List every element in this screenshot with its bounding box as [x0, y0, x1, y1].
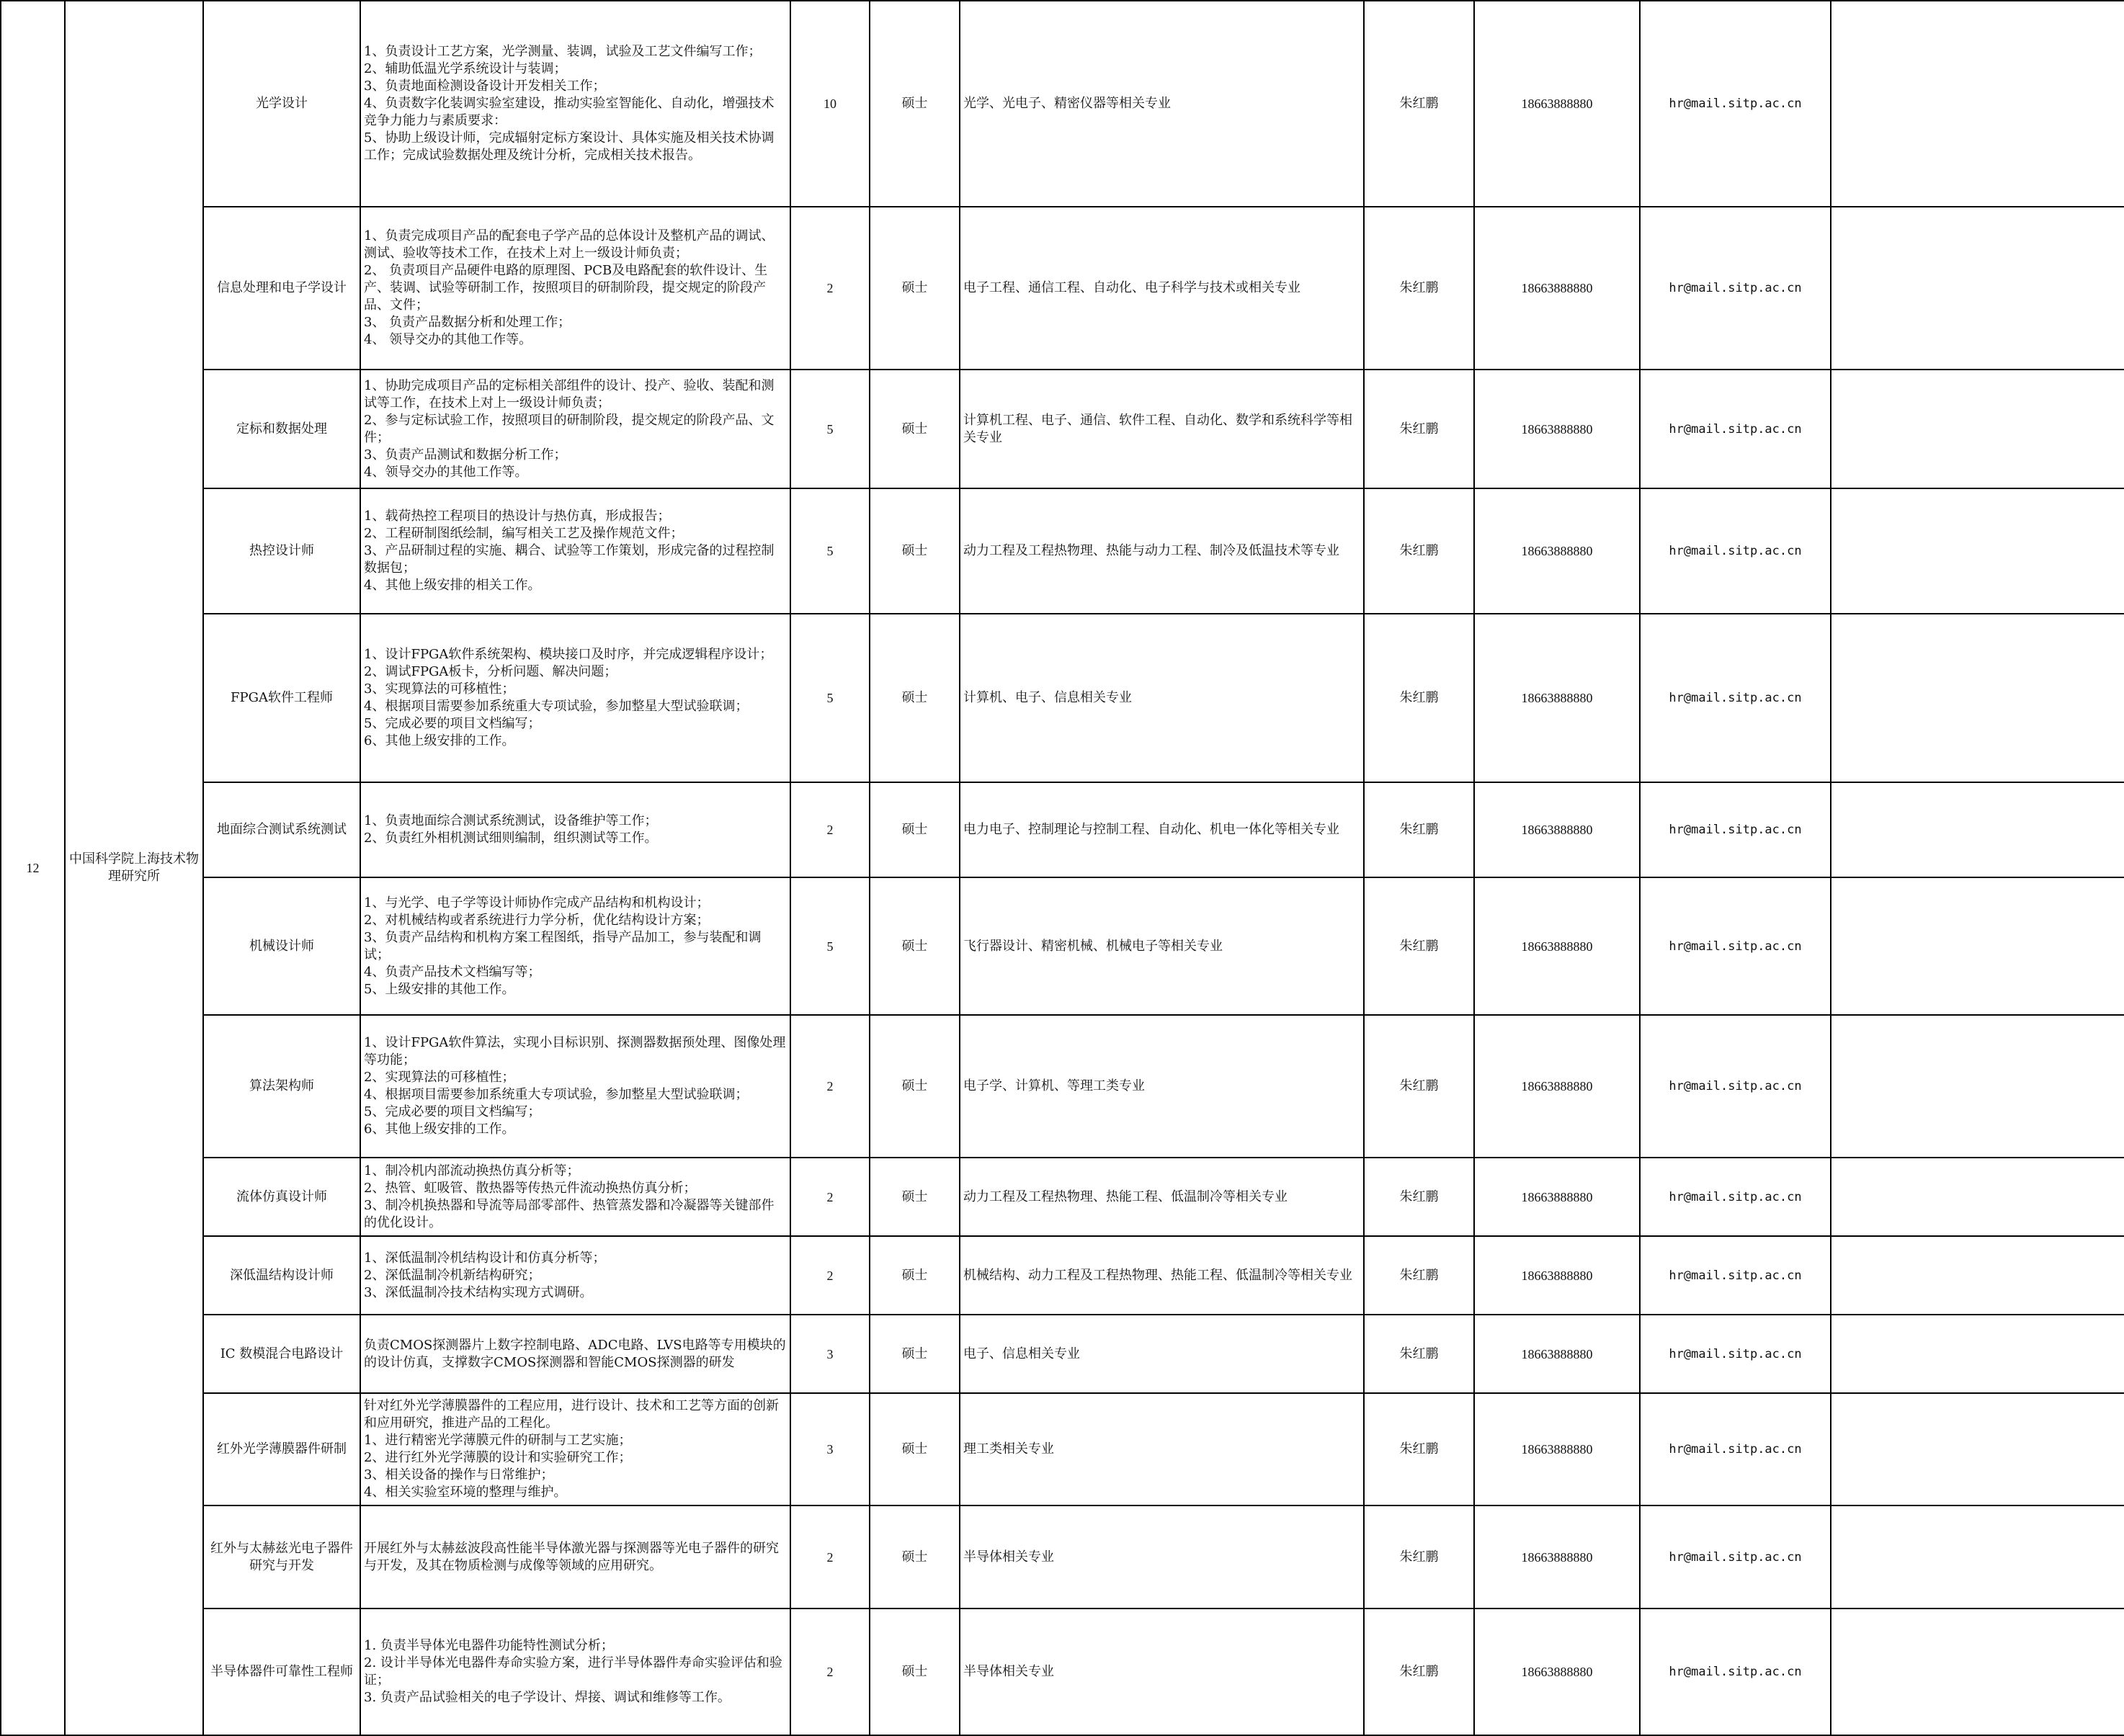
- major-requirement: 电子、信息相关专业: [960, 1315, 1364, 1393]
- duty-line: 3、相关设备的操作与日常维护；: [364, 1467, 554, 1482]
- table-row: [1, 207, 2124, 370]
- contact-phone: 18663888880: [1474, 1315, 1640, 1393]
- job-duties: [360, 1315, 790, 1393]
- duty-line: 2、 负责项目产品硬件电路的原理图、PCB及电路配套的软件设计、生产、装调、试验等研制工作，按照项目的研制阶段，提交规定的阶段产品、文件；: [364, 263, 768, 313]
- degree: 硕士: [870, 1236, 960, 1315]
- duty-line: 3、制冷机换热器和导流等局部零部件、热管蒸发器和冷凝器等关键部件的优化设计。: [364, 1197, 775, 1230]
- table-row: [1, 1609, 2124, 1735]
- major-requirement: 机械结构、动力工程及工程热物理、热能工程、低温制冷等相关专业: [960, 1236, 1364, 1315]
- job-duties: [360, 782, 790, 877]
- table-row: [1, 1505, 2124, 1609]
- degree: 硕士: [870, 1315, 960, 1393]
- duty-line: 2、参与定标试验工作，按照项目的研制阶段，提交规定的阶段产品、文件；: [364, 412, 775, 445]
- duty-line: 1、负责完成项目产品的配套电子学产品的总体设计及整机产品的调试、测试、验收等技术工作，在技术上对上一级设计师负责；: [364, 228, 775, 261]
- duty-line: 2、热管、虹吸管、散热器等传热元件流动换热仿真分析；: [364, 1180, 697, 1196]
- contact-phone: 18663888880: [1474, 370, 1640, 488]
- contact-phone: 18663888880: [1474, 877, 1640, 1015]
- contact-email: hr@mail.sitp.ac.cn: [1640, 370, 1831, 488]
- degree: 硕士: [870, 614, 960, 782]
- duty-line: 2、实现算法的可移植性；: [364, 1070, 515, 1085]
- degree: 硕士: [870, 1505, 960, 1609]
- contact-email: hr@mail.sitp.ac.cn: [1640, 1015, 1831, 1158]
- job-title: 定标和数据处理: [203, 370, 360, 488]
- remark: [1831, 1015, 2124, 1158]
- remark: [1831, 782, 2124, 877]
- job-duties: [360, 1393, 790, 1505]
- remark: [1831, 370, 2124, 488]
- duty-line: 2、对机械结构或者系统进行力学分析，优化结构设计方案；: [364, 912, 710, 928]
- headcount: 3: [790, 1393, 870, 1505]
- job-title: 地面综合测试系统测试: [203, 782, 360, 877]
- job-title: FPGA软件工程师: [203, 614, 360, 782]
- duty-line: 3、深低温制冷技术结构实现方式调研。: [364, 1284, 593, 1300]
- contact-person: 朱红鹏: [1364, 877, 1474, 1015]
- duty-line: 1、载荷热控工程项目的热设计与热仿真，形成报告；: [364, 509, 671, 524]
- contact-person: 朱红鹏: [1364, 370, 1474, 488]
- headcount: 2: [790, 1609, 870, 1735]
- contact-person: 朱红鹏: [1364, 1158, 1474, 1236]
- job-title: 机械设计师: [203, 877, 360, 1015]
- major-requirement: 电子工程、通信工程、自动化、电子科学与技术或相关专业: [960, 207, 1364, 370]
- contact-person: 朱红鹏: [1364, 782, 1474, 877]
- duty-line: 1、负责设计工艺方案，光学测量、装调，试验及工艺文件编写工作；: [364, 44, 762, 59]
- contact-phone: 18663888880: [1474, 614, 1640, 782]
- duty-line: 6、其他上级安排的工作。: [364, 733, 515, 748]
- job-duties: [360, 1505, 790, 1609]
- contact-phone: 18663888880: [1474, 1015, 1640, 1158]
- major-requirement: 半导体相关专业: [960, 1609, 1364, 1735]
- major-requirement: 动力工程及工程热物理、热能与动力工程、制冷及低温技术等专业: [960, 488, 1364, 614]
- contact-email: hr@mail.sitp.ac.cn: [1640, 1393, 1831, 1505]
- remark: [1831, 1236, 2124, 1315]
- contact-phone: 18663888880: [1474, 207, 1640, 370]
- headcount: 2: [790, 1236, 870, 1315]
- job-title: 流体仿真设计师: [203, 1158, 360, 1236]
- job-duties: [360, 1158, 790, 1236]
- headcount: 5: [790, 877, 870, 1015]
- remark: [1831, 877, 2124, 1015]
- duty-line: 5、完成必要的项目文档编写；: [364, 1104, 541, 1119]
- duty-line: 1、负责地面综合测试系统测试，设备维护等工作；: [364, 813, 658, 828]
- degree: 硕士: [870, 1158, 960, 1236]
- institution-name: 中国科学院上海技术物理研究所: [65, 1, 203, 1735]
- headcount: 5: [790, 614, 870, 782]
- contact-phone: 18663888880: [1474, 782, 1640, 877]
- contact-person: 朱红鹏: [1364, 488, 1474, 614]
- contact-email: hr@mail.sitp.ac.cn: [1640, 877, 1831, 1015]
- job-title: IC 数模混合电路设计: [203, 1315, 360, 1393]
- contact-phone: 18663888880: [1474, 1236, 1640, 1315]
- table-row: [1, 488, 2124, 614]
- degree: 硕士: [870, 1, 960, 207]
- contact-email: hr@mail.sitp.ac.cn: [1640, 207, 1831, 370]
- major-requirement: 飞行器设计、精密机械、机械电子等相关专业: [960, 877, 1364, 1015]
- major-requirement: 计算机、电子、信息相关专业: [960, 614, 1364, 782]
- contact-person: 朱红鹏: [1364, 207, 1474, 370]
- job-title: 热控设计师: [203, 488, 360, 614]
- contact-person: 朱红鹏: [1364, 1236, 1474, 1315]
- contact-person: 朱红鹏: [1364, 1315, 1474, 1393]
- job-duties: [360, 1, 790, 207]
- degree: 硕士: [870, 1393, 960, 1505]
- duty-line: 3、 负责产品数据分析和处理工作；: [364, 315, 571, 330]
- remark: [1831, 1393, 2124, 1505]
- duty-line: 1、协助完成项目产品的定标相关部组件的设计、投产、验收、装配和测试等工作，在技术上对上一级设计师负责；: [364, 377, 775, 411]
- degree: 硕士: [870, 1015, 960, 1158]
- headcount: 10: [790, 1, 870, 207]
- remark: [1831, 1, 2124, 207]
- contact-email: hr@mail.sitp.ac.cn: [1640, 1236, 1831, 1315]
- degree: 硕士: [870, 207, 960, 370]
- duty-line: 6、其他上级安排的工作。: [364, 1122, 515, 1137]
- table-row: [1, 1236, 2124, 1315]
- table-row: [1, 782, 2124, 877]
- table-row: [1, 877, 2124, 1015]
- job-title: 红外与太赫兹光电子器件研究与开发: [203, 1505, 360, 1609]
- duty-line: 5、协助上级设计师，完成辐射定标方案设计、具体实施及相关技术协调工作；完成试验数据处理及统计分析，完成相关技术报告。: [364, 130, 775, 163]
- degree: 硕士: [870, 1609, 960, 1735]
- duty-line: 1、设计FPGA软件算法，实现小目标识别、探测器数据预处理、图像处理等功能；: [364, 1035, 786, 1068]
- duty-line: 2、辅助低温光学系统设计与装调；: [364, 61, 567, 76]
- duty-line: 4、根据项目需要参加系统重大专项试验，参加整星大型试验联调；: [364, 699, 749, 714]
- remark: [1831, 1158, 2124, 1236]
- job-duties: [360, 614, 790, 782]
- contact-email: hr@mail.sitp.ac.cn: [1640, 1315, 1831, 1393]
- job-duties: [360, 488, 790, 614]
- job-title: 半导体器件可靠性工程师: [203, 1609, 360, 1735]
- job-duties: [360, 1015, 790, 1158]
- job-title: 算法架构师: [203, 1015, 360, 1158]
- duty-line: 3、负责产品结构和机构方案工程图纸，指导产品加工，参与装配和调试；: [364, 929, 762, 962]
- job-title: 深低温结构设计师: [203, 1236, 360, 1315]
- contact-person: 朱红鹏: [1364, 1609, 1474, 1735]
- duty-line: 3. 负责产品试验相关的电子学设计、焊接、调试和维修等工作。: [364, 1690, 731, 1705]
- headcount: 2: [790, 782, 870, 877]
- headcount: 5: [790, 488, 870, 614]
- headcount: 2: [790, 1015, 870, 1158]
- job-duties: [360, 877, 790, 1015]
- contact-person: 朱红鹏: [1364, 1505, 1474, 1609]
- remark: [1831, 1609, 2124, 1735]
- duty-line: 3、产品研制过程的实施、耦合、试验等工作策划，形成完备的过程控制数据包；: [364, 543, 775, 576]
- remark: [1831, 614, 2124, 782]
- job-title: 光学设计: [203, 1, 360, 207]
- table-row: [1, 1015, 2124, 1158]
- duty-line: 4、负责数字化装调实验室建设，推动实验室智能化、自动化，增强技术竞争力能力与素质要求：: [364, 96, 775, 128]
- job-rows: [1, 1, 2124, 1735]
- contact-email: hr@mail.sitp.ac.cn: [1640, 1505, 1831, 1609]
- headcount: 2: [790, 207, 870, 370]
- duty-line: 3、负责产品测试和数据分析工作；: [364, 447, 567, 462]
- duty-line: 1、设计FPGA软件系统架构、模块接口及时序，并完成逻辑程序设计；: [364, 647, 773, 662]
- contact-phone: 18663888880: [1474, 1609, 1640, 1735]
- duty-line: 4、 领导交办的其他工作等。: [364, 332, 532, 347]
- contact-email: hr@mail.sitp.ac.cn: [1640, 1609, 1831, 1735]
- contact-email: hr@mail.sitp.ac.cn: [1640, 1, 1831, 207]
- contact-person: 朱红鹏: [1364, 1, 1474, 207]
- table-row: [1, 1158, 2124, 1236]
- major-requirement: 电力电子、控制理论与控制工程、自动化、机电一体化等相关专业: [960, 782, 1364, 877]
- duty-line: 3、负责地面检测设备设计开发相关工作；: [364, 79, 606, 94]
- remark: [1831, 1505, 2124, 1609]
- duty-line: 4、领导交办的其他工作等。: [364, 464, 528, 480]
- duty-line: 1、与光学、电子学等设计师协作完成产品结构和机构设计；: [364, 895, 710, 910]
- duty-line: 1、进行精密光学薄膜元件的研制与工艺实施；: [364, 1433, 632, 1448]
- remark: [1831, 488, 2124, 614]
- duty-line: 3、实现算法的可移植性；: [364, 681, 515, 697]
- major-requirement: 计算机工程、电子、通信、软件工程、自动化、数学和系统科学等相关专业: [960, 370, 1364, 488]
- duty-line: 2、深低温制冷机新结构研究；: [364, 1267, 541, 1283]
- duty-line: 2、进行红外光学薄膜的设计和实验研究工作；: [364, 1450, 632, 1465]
- duty-line: 1、深低温制冷机结构设计和仿真分析等；: [364, 1250, 606, 1266]
- major-requirement: 半导体相关专业: [960, 1505, 1364, 1609]
- table-row: [1, 1315, 2124, 1393]
- table-row: [1, 370, 2124, 488]
- contact-phone: 18663888880: [1474, 1393, 1640, 1505]
- job-duties: [360, 1236, 790, 1315]
- duty-line: 1. 负责半导体光电器件功能特性测试分析；: [364, 1638, 614, 1653]
- headcount: 5: [790, 370, 870, 488]
- contact-phone: 18663888880: [1474, 1, 1640, 207]
- table-row: [1, 1393, 2124, 1505]
- duty-line: 5、上级安排的其他工作。: [364, 981, 515, 997]
- duty-line: 4、根据项目需要参加系统重大专项试验，参加整星大型试验联调；: [364, 1087, 749, 1102]
- major-requirement: 动力工程及工程热物理、热能工程、低温制冷等相关专业: [960, 1158, 1364, 1236]
- contact-phone: 18663888880: [1474, 488, 1640, 614]
- duty-line: 2、负责红外相机测试细则编制，组织测试等工作。: [364, 831, 658, 846]
- degree: 硕士: [870, 877, 960, 1015]
- contact-email: hr@mail.sitp.ac.cn: [1640, 782, 1831, 877]
- duty-line: 2、调试FPGA板卡，分析问题、解决问题；: [364, 664, 617, 679]
- contact-email: hr@mail.sitp.ac.cn: [1640, 1158, 1831, 1236]
- job-duties: [360, 370, 790, 488]
- contact-person: 朱红鹏: [1364, 614, 1474, 782]
- contact-phone: 18663888880: [1474, 1158, 1640, 1236]
- duty-line: 开展红外与太赫兹波段高性能半导体激光器与探测器等光电子器件的研究与开发，及其在物质检测与成像等领域的应用研究。: [364, 1540, 779, 1573]
- job-duties: [360, 1609, 790, 1735]
- duty-line: 4、负责产品技术文档编写等；: [364, 964, 541, 980]
- duty-line: 2、工程研制图纸绘制，编写相关工艺及操作规范文件；: [364, 526, 684, 541]
- contact-email: hr@mail.sitp.ac.cn: [1640, 488, 1831, 614]
- duty-line: 2. 设计半导体光电器件寿命实验方案，进行半导体器件寿命实验评估和验证；: [364, 1655, 782, 1688]
- table-row: [1, 614, 2124, 782]
- duty-line: 4、相关实验室环境的整理与维护。: [364, 1485, 567, 1500]
- major-requirement: 电子学、计算机、等理工类专业: [960, 1015, 1364, 1158]
- job-title: 信息处理和电子学设计: [203, 207, 360, 370]
- job-duties: [360, 207, 790, 370]
- headcount: 2: [790, 1158, 870, 1236]
- duty-line: 负责CMOS探测器片上数字控制电路、ADC电路、LVS电路等专用模块的的设计仿真，支撑数字CMOS探测器和智能CMOS探测器的研发: [364, 1337, 786, 1370]
- job-title: 红外光学薄膜器件研制: [203, 1393, 360, 1505]
- contact-person: 朱红鹏: [1364, 1393, 1474, 1505]
- duty-line: 4、其他上级安排的相关工作。: [364, 578, 541, 593]
- degree: 硕士: [870, 370, 960, 488]
- headcount: 3: [790, 1315, 870, 1393]
- degree: 硕士: [870, 782, 960, 877]
- duty-line: 针对红外光学薄膜器件的工程应用，进行设计、技术和工艺等方面的创新和应用研究，推进产品的工程化。: [364, 1398, 779, 1431]
- contact-phone: 18663888880: [1474, 1505, 1640, 1609]
- contact-person: 朱红鹏: [1364, 1015, 1474, 1158]
- remark: [1831, 207, 2124, 370]
- contact-email: hr@mail.sitp.ac.cn: [1640, 614, 1831, 782]
- duty-line: 1、制冷机内部流动换热仿真分析等；: [364, 1163, 580, 1178]
- degree: 硕士: [870, 488, 960, 614]
- remark: [1831, 1315, 2124, 1393]
- row-number: 12: [1, 1, 65, 1735]
- major-requirement: 理工类相关专业: [960, 1393, 1364, 1505]
- headcount: 2: [790, 1505, 870, 1609]
- duty-line: 5、完成必要的项目文档编写；: [364, 716, 541, 731]
- table-row: [1, 1, 2124, 207]
- major-requirement: 光学、光电子、精密仪器等相关专业: [960, 1, 1364, 207]
